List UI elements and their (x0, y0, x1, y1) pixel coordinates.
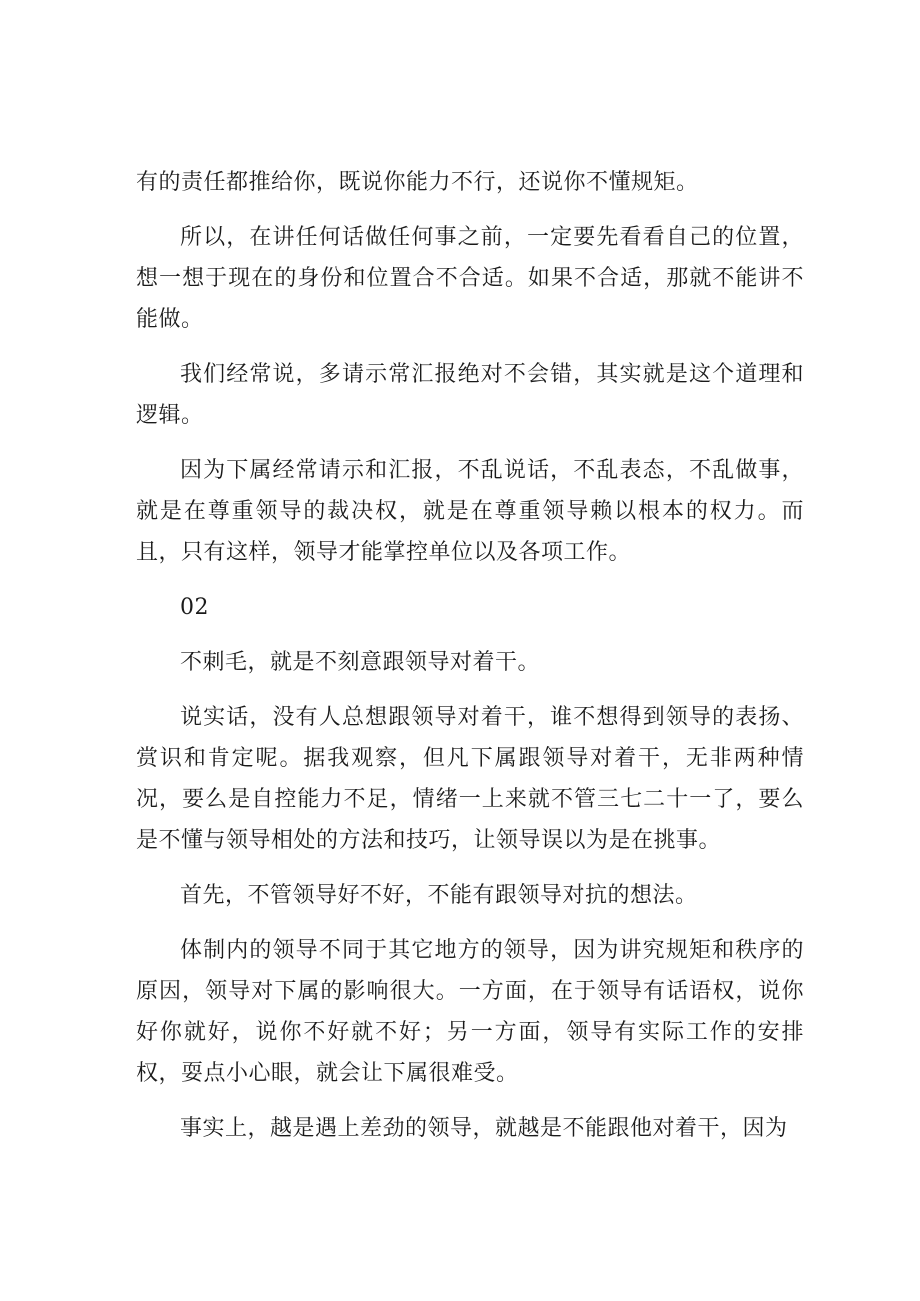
paragraph: 体制内的领导不同于其它地方的领导，因为讲究规矩和秩序的原因，领导对下属的影响很大。一方面，在于领导有话语权，说你好你就好，说你不好就不好；另一方面，领导有实际工作的安排权，耍点小心眼，就会让下属很难受。 (136, 938, 804, 1086)
paragraph: 首先，不管领导好不好，不能有跟领导对抗的想法。 (180, 883, 698, 908)
paragraph-continued: 有的责任都推给你，既说你能力不行，还说你不懂规矩。 (136, 170, 699, 195)
section-heading: 不刺毛，就是不刻意跟领导对着干。 (180, 650, 541, 675)
paragraph: 我们经常说，多请示常汇报绝对不会错，其实就是这个道理和逻辑。 (136, 362, 804, 428)
paragraph: 所以，在讲任何话做任何事之前，一定要先看看自己的位置，想一想于现在的身份和位置合不合适。如果不合适，那就不能讲不能做。 (136, 225, 804, 332)
paragraph: 因为下属经常请示和汇报，不乱说话，不乱表态，不乱做事，就是在尊重领导的裁决权，就是在尊重领导赖以根本的权力。而且，只有这样，领导才能掌控单位以及各项工作。 (136, 458, 804, 565)
paragraph: 说实话，没有人总想跟领导对着干，谁不想得到领导的表扬、赏识和肯定呢。据我观察，但凡下属跟领导对着干，无非两种情况，要么是自控能力不足，情绪一上来就不管三七二十一了，要么是不懂与领导相处的方法和技巧，让领导误以为是在挑事。 (136, 705, 804, 853)
paragraph: 事实上，越是遇上差劲的领导，就越是不能跟他对着干，因为 (180, 1116, 788, 1141)
document-body (136, 162, 804, 1163)
section-number: 02 (180, 595, 209, 620)
